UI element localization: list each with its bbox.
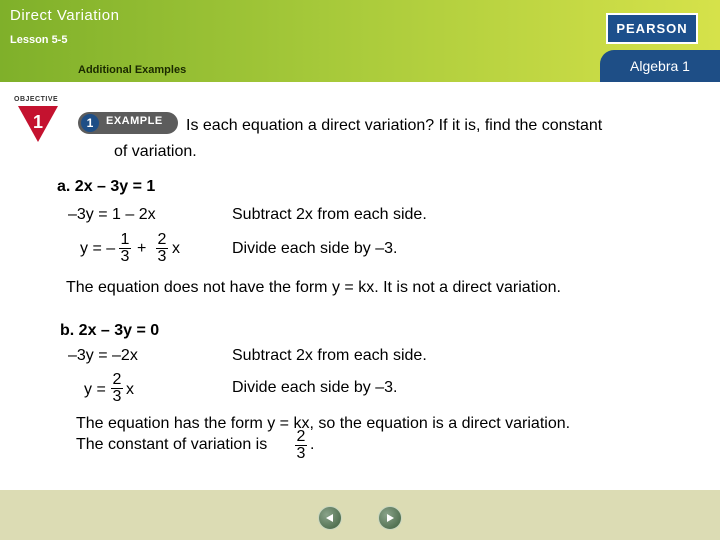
- part-b-step1-note: Subtract 2x from each side.: [232, 347, 427, 364]
- header-divider: [0, 82, 720, 85]
- part-b-step2-prefix: y =: [84, 381, 106, 398]
- part-b-conclusion-line-2: The constant of variation is: [76, 436, 268, 453]
- part-a-heading: a. 2x – 3y = 1: [57, 178, 156, 195]
- lesson-label: Lesson 5-5: [10, 34, 68, 46]
- part-a-fraction-2: [156, 232, 168, 265]
- header-banner: [0, 0, 720, 82]
- part-a-step1-equation: –3y = 1 – 2x: [68, 206, 156, 223]
- triangle-right-icon: [385, 513, 395, 523]
- example-badge: [78, 112, 178, 134]
- example-number: 1: [81, 114, 99, 132]
- part-a-variable-x: x: [172, 240, 180, 257]
- pearson-logo: PEARSON: [606, 13, 698, 44]
- triangle-left-icon: [325, 513, 335, 523]
- objective-triangle-icon: [18, 106, 58, 142]
- objective-label: OBJECTIVE: [14, 96, 59, 103]
- objective-number: 1: [32, 112, 44, 132]
- question-line-1: Is each equation a direct variation? If it is, find the constant: [186, 117, 603, 134]
- previous-slide-button[interactable]: [318, 506, 342, 530]
- fraction-numerator: 2: [112, 371, 122, 388]
- section-subtitle: Additional Examples: [78, 64, 187, 76]
- fraction-numerator: 2: [296, 428, 306, 445]
- part-a-step2-note: Divide each side by –3.: [232, 240, 398, 257]
- fraction-denominator: 3: [120, 248, 130, 265]
- fraction-denominator: 3: [157, 248, 167, 265]
- objective-badge: [12, 96, 64, 142]
- question-line-2: of variation.: [114, 143, 197, 160]
- part-b-heading: b. 2x – 3y = 0: [60, 322, 160, 339]
- next-slide-button[interactable]: [378, 506, 402, 530]
- part-b-conclusion-line-1: The equation has the form y = kx, so the equation is a direct variation.: [76, 415, 571, 432]
- course-tab: Algebra 1: [600, 50, 720, 82]
- part-b-variable-x: x: [126, 381, 134, 398]
- part-b-fraction: [111, 372, 123, 405]
- fraction-denominator: 3: [296, 445, 306, 462]
- part-b-step1-equation: –3y = –2x: [68, 347, 138, 364]
- fraction-denominator: 3: [112, 388, 122, 405]
- fraction-numerator: 2: [157, 231, 167, 248]
- part-a-step1-note: Subtract 2x from each side.: [232, 206, 427, 223]
- page-title: Direct Variation: [10, 7, 120, 24]
- part-a-conclusion: The equation does not have the form y = kx. It is not a direct variation.: [66, 279, 561, 296]
- fraction-numerator: 1: [120, 231, 130, 248]
- footer-bar: [0, 490, 720, 540]
- sentence-period: .: [310, 436, 315, 453]
- part-b-step2-note: Divide each side by –3.: [232, 379, 398, 396]
- part-a-fraction-1: [119, 232, 131, 265]
- example-label: EXAMPLE: [106, 115, 163, 127]
- part-a-plus-sign: +: [137, 240, 147, 257]
- part-a-step2-prefix: y = –: [80, 240, 116, 257]
- constant-of-variation-fraction: [295, 429, 307, 462]
